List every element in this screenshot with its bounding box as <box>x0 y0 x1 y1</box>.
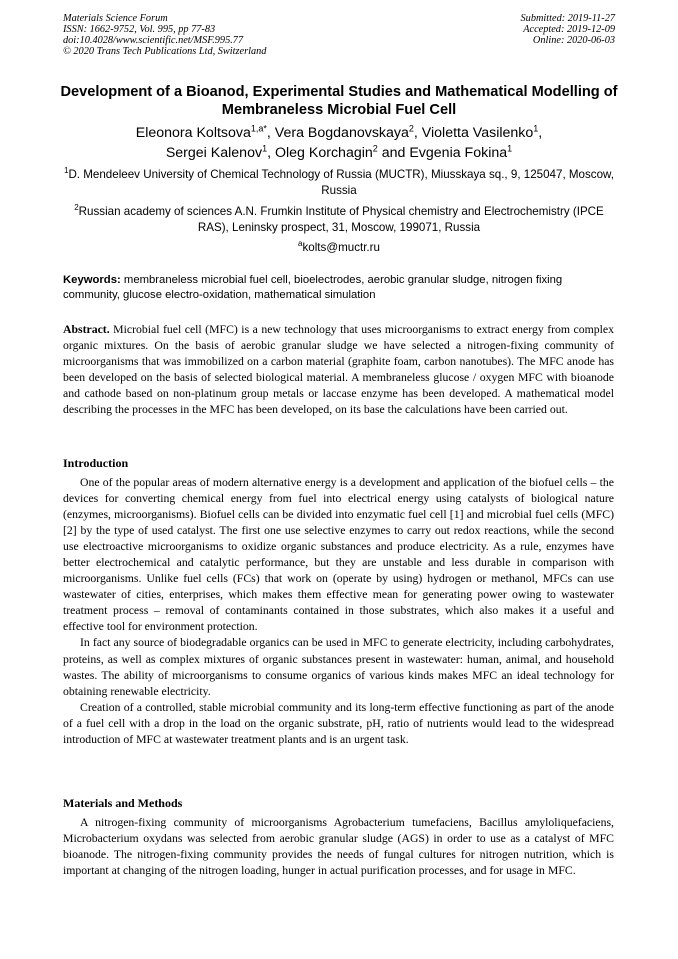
paragraph: Creation of a controlled, stable microbial community and its long-term effective functioning as part of the anode of a fuel cell with a drop in the load on the organic substrate, pH, ratio of nutrients would lead to the widespread introduction of MFC at wastewater treatment plants and is an urgent task. <box>63 700 614 746</box>
introduction-body <box>63 475 614 748</box>
author-affiliation-mark: 1,a* <box>250 123 267 134</box>
affiliation-text: D. Mendeleev University of Chemical Technology of Russia (MUCTR), Miusskaya sq., 9, 125047, Moscow, Russia <box>68 168 614 197</box>
accepted-date: Accepted: 2019-12-09 <box>523 24 615 35</box>
author-affiliation-mark: 2 <box>408 123 414 134</box>
author-separator: , <box>267 145 275 161</box>
affiliation-mark: 2 <box>74 203 79 213</box>
author-name: Eleonora Koltsova <box>135 125 251 141</box>
affiliation-2 <box>60 204 618 236</box>
keywords <box>63 273 614 303</box>
submission-dates <box>521 13 615 46</box>
author-name: Sergei Kalenov <box>165 145 263 161</box>
keywords-text: membraneless microbial fuel cell, bioelectrodes, aerobic granular sludge, nitrogen fixing community, glucose electro-oxidation, mathematical simulation <box>63 274 563 301</box>
section-heading-introduction: Introduction <box>63 456 129 470</box>
journal-info <box>63 13 266 57</box>
online-date: Online: 2020-06-03 <box>532 35 615 46</box>
author-affiliation-mark: 1 <box>533 123 539 134</box>
author-separator: , <box>538 125 543 141</box>
email-mark: a <box>298 239 303 249</box>
author-name: Evgenia Fokina <box>409 145 508 161</box>
abstract <box>63 322 614 418</box>
paper-title: Development of a Bioanod, Experimental Studies and Mathematical Modelling of Membraneless Microbial Fuel Cell <box>60 84 618 118</box>
paragraph: One of the popular areas of modern alternative energy is a development and application of the biofuel cells – the devices for converting chemical energy from fuel into electrical energy using catalysts of biological nature (enzymes, microorganisms). Biofuel cells can be divided into enzymatic fuel cell [1] and microbial fuel cells (MFC) [2] by the type of used catalyst. The first one use selective enzymes to carry out redox reactions, while the second use electroactive microorganisms to oxidize organic substances and produce electricity. As a rule, enzymes have better electrochemical and catalytic performance, but they are unstable and less durable in comparison with microorganisms. Unlike fuel cells (FCs) that work on (operate by using) hydrogen or methanol, MFCs can use wastewater of cities, enterprises, which makes them effective mean for generating power owing to wastewater treatment process – removal of contaminants contained in those substrates, which also makes it a useful and effective tool for environment protection. <box>63 476 614 634</box>
section-heading-methods: Materials and Methods <box>63 796 183 810</box>
author-separator: , <box>266 125 275 141</box>
author-affiliation-mark: 2 <box>372 143 378 154</box>
affiliation-1 <box>60 167 618 199</box>
journal-doi[interactable]: doi:10.4028/www.scientific.net/MSF.995.77 <box>63 35 244 46</box>
author-affiliation-mark: 1 <box>262 143 268 154</box>
keywords-label: Keywords: <box>63 274 121 286</box>
corresponding-email <box>60 240 618 256</box>
journal-copyright: © 2020 Trans Tech Publications Ltd, Switzerland <box>63 46 267 57</box>
methods-body <box>63 815 614 879</box>
submitted-date: Submitted: 2019-11-27 <box>520 13 615 24</box>
author-list <box>60 123 618 163</box>
author-affiliation-mark: 1 <box>507 143 513 154</box>
journal-issn: ISSN: 1662-9752, Vol. 995, pp 77-83 <box>63 24 216 35</box>
affiliation-mark: 1 <box>63 166 69 176</box>
author-separator: , <box>413 125 422 141</box>
author-name: Violetta Vasilenko <box>421 125 534 141</box>
paragraph: In fact any source of biodegradable organics can be used in MFC to generate electricity, including carbohydrates, proteins, as well as complex mixtures of organic substances present in wastewater: human, animal, and household wastes. The ability of microorganisms to consume organics of various kinds makes MFC an ideal technology for obtaining renewable electricity. <box>63 636 614 698</box>
email-link[interactable]: kolts@muctr.ru <box>302 241 380 254</box>
author-name: Vera Bogdanovskaya <box>274 125 409 141</box>
abstract-label: Abstract. <box>63 323 110 336</box>
abstract-text: Microbial fuel cell (MFC) is a new technology that uses microorganisms to extract energy from complex organic mixtures. On the basis of aerobic granular sludge we have selected a nitrogen-fixing community of microorganisms that was immobilized on a carbon material (graphite foam, carbon nanotubes). The MFC anode has been developed on the basis of selected biological material. A membraneless glucose / oxygen MFC with bioanode and cathode based on non-platinum group metals or laccase enzyme has been developed. A mathematical model describing the processes in the MFC has been developed, on its base the calculations have been carried out. <box>63 323 614 417</box>
paragraph: A nitrogen-fixing community of microorganisms Agrobacterium tumefaciens, Bacillus amyloliquefaciens, Microbacterium oxydans was selected from aerobic granular sludge (AGS) in order to use as a catalyst of MFC bioanode. The nitrogen-fixing community provides the needs of fungal cultures for nitrogen nutrition, which is important at changing of the nitrogen loading, hunger in actual purification processes, and for usage in MFC. <box>63 816 614 878</box>
journal-name: Materials Science Forum <box>63 13 168 24</box>
author-name: Oleg Korchagin <box>274 145 373 161</box>
affiliation-text: Russian academy of sciences A.N. Frumkin Institute of Physical chemistry and Electrochemistry (IPCE RAS), Leninsky prospect, 31, Moscow, 199071, Russia <box>78 205 604 234</box>
author-separator: and <box>377 145 410 161</box>
